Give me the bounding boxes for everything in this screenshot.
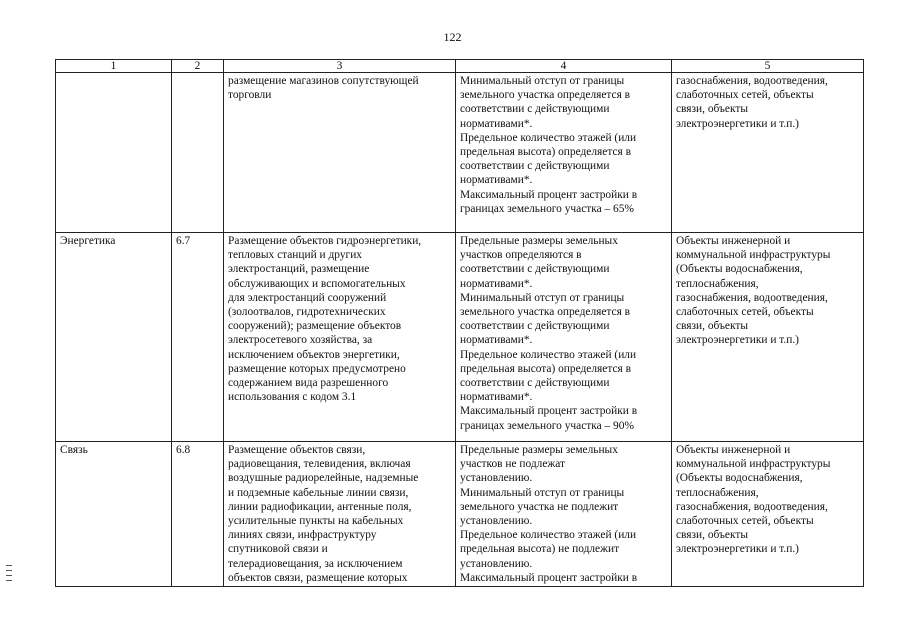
table-row bbox=[56, 233, 864, 442]
margin-mark bbox=[6, 575, 12, 576]
objects-cell: Объекты инженерной и коммунальной инфраструктуры (Объекты водоснабжения, теплоснабжения, газоснабжения, водоотведения, слаботочных сетей, объекты связи, объекты электроэнергетики и т.п.) bbox=[672, 233, 864, 442]
margin-mark bbox=[6, 580, 12, 581]
objects-cell: газоснабжения, водоотведения, слаботочных сетей, объекты связи, объекты электроэнергетики и т.п.) bbox=[672, 73, 864, 233]
use-code-cell: 6.8 bbox=[172, 442, 224, 587]
page-number: 122 bbox=[443, 30, 462, 44]
table-row bbox=[56, 442, 864, 587]
margin-mark bbox=[6, 565, 12, 566]
column-number: 3 bbox=[224, 60, 456, 73]
use-description-cell: Размещение объектов связи, радиовещания, телевидения, включая воздушные радиорелейные, надземные и подземные кабельные линии связи, линии радиофикации, антенные поля, усилительные пункты на кабельных линиях связи, инфраструктуру спутниковой связи и телерадиовещания, за исключением объектов связи, размещение которых bbox=[224, 442, 456, 587]
column-number: 5 bbox=[672, 60, 864, 73]
column-number-row bbox=[56, 60, 864, 73]
parameters-cell: Предельные размеры земельных участков определяются в соответствии с действующими нормативами*. Минимальный отступ от границы земельного участка определяется в соответствии с действующими нормативами*. Предельное количество этажей (или предельная высота) определяется в соответствии с действующими нормативами*. Максимальный процент застройки в границах земельного участка – 90% bbox=[456, 233, 672, 442]
use-description-cell: Размещение объектов гидроэнергетики, тепловых станций и других электростанций, размещение обслуживающих и вспомогательных для электростанций сооружений (золоотвалов, гидротехнических сооружений); размещение объектов электросетевого хозяйства, за исключением объектов энергетики, размещение которых предусмотрено содержанием вида разрешенного использования с кодом 3.1 bbox=[224, 233, 456, 442]
margin-marks bbox=[6, 565, 12, 585]
table-row bbox=[56, 73, 864, 233]
use-name-cell: Энергетика bbox=[56, 233, 172, 442]
use-name-cell: Связь bbox=[56, 442, 172, 587]
column-number: 4 bbox=[456, 60, 672, 73]
margin-mark bbox=[6, 570, 12, 571]
objects-cell: Объекты инженерной и коммунальной инфраструктуры (Объекты водоснабжения, теплоснабжения, газоснабжения, водоотведения, слаботочных сетей, объекты связи, объекты электроэнергетики и т.п.) bbox=[672, 442, 864, 587]
column-number: 2 bbox=[172, 60, 224, 73]
use-code-cell: 6.7 bbox=[172, 233, 224, 442]
use-code-cell bbox=[172, 73, 224, 233]
parameters-cell: Минимальный отступ от границы земельного участка определяется в соответствии с действующими нормативами*. Предельное количество этажей (или предельная высота) определяется в соответствии с действующими нормативами*. Максимальный процент застройки в границах земельного участка – 65% bbox=[456, 73, 672, 233]
use-name-cell bbox=[56, 73, 172, 233]
zoning-table bbox=[55, 59, 864, 587]
parameters-cell: Предельные размеры земельных участков не подлежат установлению. Минимальный отступ от границы земельного участка не подлежит установлению. Предельное количество этажей (или предельная высота) не подлежит установлению. Максимальный процент застройки в bbox=[456, 442, 672, 587]
column-number: 1 bbox=[56, 60, 172, 73]
use-description-cell: размещение магазинов сопутствующей торговли bbox=[224, 73, 456, 233]
